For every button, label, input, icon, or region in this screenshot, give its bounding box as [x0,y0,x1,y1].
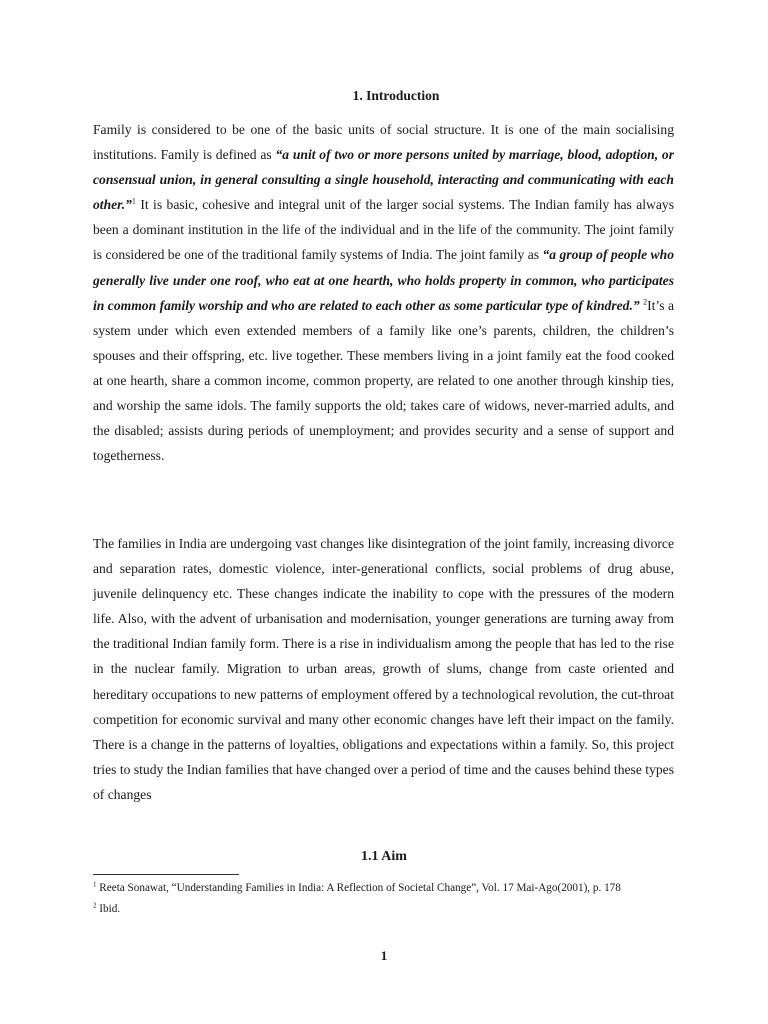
paragraph-text: It’s a system under which even extended members of a family like one’s parents, children, the children’s spouses and their offspring, etc. live together. These members living in a joint family eat the food cooked at one hearth, share a common income, common property, are related to one another through kinship ties, and worship the same idols. The family supports the old; takes care of widows, never-married adults, and the disabled; assists during periods of unemployment; and provides security and a sense of support and togetherness. [93,297,674,464]
footnote-separator [93,874,239,875]
joint-family-definition-quote: “a group of people who generally live under one roof, who eat at one hearth, who holds property in common, who participates in common family worship and who are related to each other as some particular type of kindred.” [93,247,674,313]
footnote-1 [93,878,674,899]
family-definition-quote: “a unit of two or more persons united by marriage, blood, adoption, or consensual union, in general consulting a single household, interacting and communicating with each other.” [93,147,674,213]
footnote-text: Ibid. [96,903,121,915]
footnote-text: Reeta Sonawat, “Understanding Families in India: A Reflection of Societal Change”, Vol. 17 Mai-Ago(2001), p. 178 [96,882,621,894]
paragraph-family-definition [93,117,674,468]
footnote-reference-1: 1 [131,196,136,206]
section-heading-introduction: 1. Introduction [352,88,440,103]
footnote-mark: 2 [93,901,97,910]
footnotes [93,878,674,920]
section-heading-aim: 1.1 Aim [361,849,407,864]
footnote-2 [93,899,674,920]
paragraph-text: Family is considered to be one of the basic units of social structure. It is one of the main socialising institutions. Family is defined as [93,122,674,163]
paragraph-text: It is basic, cohesive and integral unit of the larger social systems. The Indian family has always been a dominant institution in the life of the individual and in the life of the community. The joint family is considered be one of the traditional family systems of India. The joint family as [93,197,674,263]
page-number: 1 [380,948,388,963]
footnote-reference-2: 2 [643,297,648,307]
footnote-mark: 1 [93,880,97,889]
paragraph-family-changes: The families in India are undergoing vast changes like disintegration of the joint family, increasing divorce and separation rates, domestic violence, inter-generational conflicts, social problems of drug abuse, juvenile delinquency etc. These changes indicate the inability to cope with the pressures of the modern life. Also, with the advent of urbanisation and modernisation, younger generations are turning away from the traditional Indian family form. There is a rise in individualism among the people that has led to the rise in the nuclear family. Migration to urban areas, growth of slums, change from caste oriented and hereditary occupations to new patterns of employment offered by a technological revolution, the cut-throat competition for economic survival and many other economic changes have left their impact on the family. There is a change in the patterns of loyalties, obligations and expectations within a family. So, this project tries to study the Indian families that have changed over a period of time and the causes behind these types of changes [93,536,674,802]
